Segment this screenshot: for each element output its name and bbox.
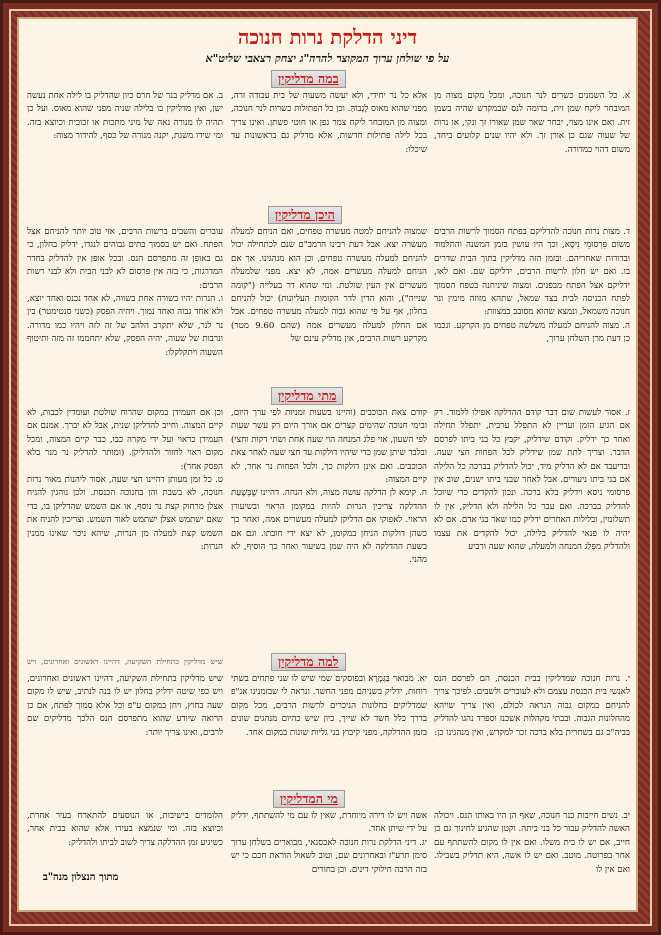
section-header-heichan: היכן מדליקין [268,206,342,224]
paragraph-3-mid: קודם צאת הכוכבים (והיינו בשעות זמניות לפי ערך היום, ובימי חנוכה שהימים קצרים אם אורך היום רק עשר שעות לפי השעון, אזי פלג המנחה הוי שעה אחת ושתי דקות וחצי) ובלבד שיתן שמן כדי שיהיו דולקות עד חצי שעה לאחר צאת הכוכבים. ואם אינן דולקות כך, ולכל הפחות נר אחד, לא קיים המצוה: ח. קימא לן הדלקה עושה מצוה, ולא הנחה. דהיינו שֶׁבְּשָׁעַת ההדלקה צריכין הנרות להיות במקומן הראוי ובשיעורן הראוי. לאפוקי אם הדליקן למעלה מעשרים אמה, ואחר כך כשהן דולקות הניחן במקומן, לא יצא ידי חובתו. וגם אם בשעת ההדלקה לא היה שמן כשיעור ואחר כך הוסיף, לא מהני. [231,408,427,566]
paragraph-4-mid: יא. מבואר בַּגְּמָרָא ובפוסקים שמי שיש לו שני פתחים בשתי רוחות, ידליק בשניהם מפני החשד. ונראה לי שבזמנינו אנ"פ שמדליקים בחלונות הניכרים לרשות הרבים, מכל מקום בדרך כלל חשד לא שייך, כיון שיש כהיום מנהגים שונים בזמן ההדלקה, מפני קיבוץ בני גליות שונות במקום אחד. [231,674,427,738]
paragraph-4-right: י. נרות חנוכה שמדליקין בבית הכנסת, הם לפרסם הנס לאנשי בית הכנסת עצמם ולא לעוברים ולשבים. לפיכך צריך להניחם במקום גבוה הנראה לכולם, ואין צריך שיִיהא מהחלונות הגבוה. ובבתי מקהלות אשכנז וספרד נהגו להדליק בביה"כ גם בשחרית בלא ברכה זכר למקדש, ואין מנהגינו כן: [434,674,630,738]
paragraph-2-mid: שמצוה להניחם למטה מעשרה טפחים, ואם הניחם למעלה מעשרה יצא. אבל דעת רבינו הרמב"ם שנם לכתחילה יכול להניחם למעלה מעשרה טפחים, וכן הוא מנהגינו. אך אם הניחם למעלה מעשרים אמה, לא יצא. מפני שלמעלה מעשרים אין העין שולטת. ומי שהוא דר בעלייה ("קומה שנייה"), והוא הדין לדר הקומות העליונות) יכול להניחם בחלון, אף על פי שהוא גבוה למעלה מעשרה טפחים. אבל אם החלון למעלה מעשרים אמה (שהם 9.60 מטר) מקרקע רשות הרבים, אין מדליק עינם של [231,227,427,345]
paragraph-5-mid: אשה ויש לו דירה מיוחדת, שאין לו עם מי להשתתף, ידליק על ידי שיתן אחד. יג. דיני הדלקת נרות חנוכה לאכסנאי, מבוארים בשלחן ערוך סימן תרע"ז ובאחרונים שם, וטוב לשאול הוראת חכם כי יש בזה הרבה חילוקי דינים. וכן בחורים [231,811,427,875]
paragraph-2-left: עוברים והשבים ברשות הרבים, אזי טוב יותר להניחם אצל הפתח. ואם יש בסמוך בתים גבוהים לנגדו, ידליק בחלון, כי גם באופן זה מתפרסם הנס. ובכל אופן אין להדליק בחדר המדרגות, כי בזה אין פרסום לא לבני הבית ולא לבני רשות הרבים: ו. הנרות יהיו בשורה אחת בשווה, לא אחד נכנס ואחד יוצא, ולא אחד גבוה ואחד נמוך. ויהיה הפסק (כשני סנטימטר) בין נר לנר, שלא יתקרב הלהב של זה לזה ויהיו כמו מדורה. ונרבות של שעוה, יהיה הפסק, שלא יתחממו זה מזה ותיטוף השעוה ויתקלקלו: [27,227,223,358]
paragraph-2-right: ד. מצות נרות חנוכה להדליקם בפתח הסמוך לרשות הרבים משום פִּרְסוּמֵי נִיסָא, וכך היו עושין בזמן המשנה והתלמוד ובדורות שאחריהם. ובזמן הזה מדליקין בתוך הבית שדרים בו. ואם יש חלון לרשות הרבים, ידליקם שם. ואם לאו, ידליקם אצל הפתח מבפנים. ומצוה שיניחנה בטפח הסמוך לפתח הכניסה לבית בצד שמאל, שתהא מזוזה מימין ונר חנוכה משמאל, ונמצא שהוא מסובב במצוות: ה. מצוה להניחם למעלה משלשה טפחים מן הקרקע. ונכמו כן דעת מרן השלחן ערוך, [434,227,630,345]
paragraph-4-left-overlap: שיש מדליקין בתחילת השקיעה, דהיינו ראשונים ואחרונים, ויש [27,657,223,666]
paragraph-4-left: שיש מדליקין בתחילת השקיעה, דהיינו ראשונים ואחרונים, ויש כפי שיטה ידליק בחלון יש לו בנה לנתיב, שיש לו מקום שעה בחוץ, ויחן במקום ע"פ וכל אלא סמוך לפתח, אם כן הרואה שיודע שהוא מתפרסם הנס הלכך מדליקים שם לרבים, ואינו צריך יותר: [27,674,223,738]
paragraph-1-mid: אלא כל נר יחידי, ולא יעשה משעוה של בית עבודה זרה, מפני שהוא מאוס לָגָבוֹהַּ. וכן כל הפתילות כשרות לנר חנוכה, ומצוה מן המובחר ליקח צמר גפן או חוטי פשתן. ואינו צריך בכל לילה פתילות חדשות, אלא מדליק גם בראשונות עד שיכלו: [231,91,427,155]
paragraph-5-left: הלומדים בישיבות, או הנוסעים להתארח בעיר אחרת, וכיוצא בזה. ומי שנמצא בעירו אלא שהוא בבית אחר, כשיגיע זמן ההדלקה צריך לשוב לביתו ולהדליק: [27,811,223,848]
paragraph-1-left: ב. אם מדליק בנר של חרס כיון שהדליק בו לילה אחת נעשה ישן, ואין מדליקין בו בלילה שניה מפני שהוא מאוס. ועל כן תהיה לו מנורה נאה של מיני מתכות או זכוכית וכיוצא בזה. ומי שידו משגת, יקנה מנורה של כסף, להידור מצוה: [27,91,223,142]
signature: מתוך הנצלון מנה"ב [43,872,119,883]
section-header-matai: מתי מדליקין [271,387,343,405]
paragraph-5-right: יב. נשים חייבות בנר חנוכה, שאף הן היו באותו הנס. ויכולה האשה להדליק עבור כל בני ביתה. וקטן שהגיע לחינוך גם כן חייב, אם יש לו בית משלו. ואם אין לו מקום להשתתף עם אחר בפרוטה. מוטב. ואם יש לו אשה, היא תדליק בשבילו. ואם אין לו [434,811,630,875]
page-subtitle: על פי שולחן ערוך המקוצר להרה"ג יצחק רצאבי שליט"א [205,52,450,65]
section-header-lameh: למה מדליקין [271,653,346,671]
paragraph-1-right: א. כל השמנים כשרים לנר חנוכה, ומכל מקום מצוה מן המובחר ליקח שמן זית, בדומה לנס שבמקדש שהיה בשמן זית. ואם אינו מצוי, יבחר שאר שמן שאורו זך ונקי, או נרות של שעוה שגם כן אורן זך. ולא יהיו שנים קלועים ביחד, משום דהוי כמדורה. [434,91,630,155]
paragraph-3-right: ז. אסור לעשות שום דבר קודם ההדלקה אפילו ללמוד. רק אם הגיע הזמן ועדיין לא התפלל ערבית, יתפלל תחילה ואחר כך ידליק. וקודם שידליק, יקבץ כל בני ביתו לפרסם הדבר. וצריך לתת שמן שידליק לכל הפחות חצי שעה. ובדיעבד אם לא הדליק מיד, יכול להדליק בברכה כל הלילה אם בני ביתו ניעורים. אבל לאחר שבני ביתו ישנים, שוב אין פרסומי ניסא וידליק בלא ברכה. ונכון להקדים כדי שיוכל להדליק בברכה. ואם עבר כל הלילה ולא הדליק, אין לו תשלומין, ובלילות האחרים ידליק כמו שאר בני אדם. אם לא יהיה לו פנאי להדליק בלילה, יכול להקדים את עצמו ולהדליק מִפְּלַג המנחה ולמעלה, שהוא שעה ורביע [434,408,630,553]
section-header-mi: מי המדליקין [273,790,345,808]
section-header-bameh: במה מדליקין [271,70,346,88]
page-title: דיני הדלקת נרות חנוכה [237,25,418,49]
paragraph-3-left: וכן אם העמידן במקום שהרוח שולטת ועומדין לכבות, לא קיים המצוה. וחייב להדליקן שנית, אבל לא יברך. אמנם אם העמידן כראוי ועל ידי מקרה כבו, כבר קיים המצוה, ומכל מקום ראוי לחזור ולהדליקן. (ומותר להדליק נר מנר בלא הפסק אחר): ט. כל זמן מעותן דהיינו חצי שעה, אסור ליהנות מאור נרות חנוכה, לא בשבת והן בחנוכה הכנסת. ולכן נוהגין להניח אצלן מרחוק קצת נר נוסף, או אם השמש שהדליקן בו, כדי שאם ישתמש אצלן ישתמש לאור השמש. וצריכין להניח את השמש קצת למעלה מן הנרות, שיהא ניכר שאינו ממנין הנרות: [27,408,223,553]
document-sheet [17,17,638,912]
